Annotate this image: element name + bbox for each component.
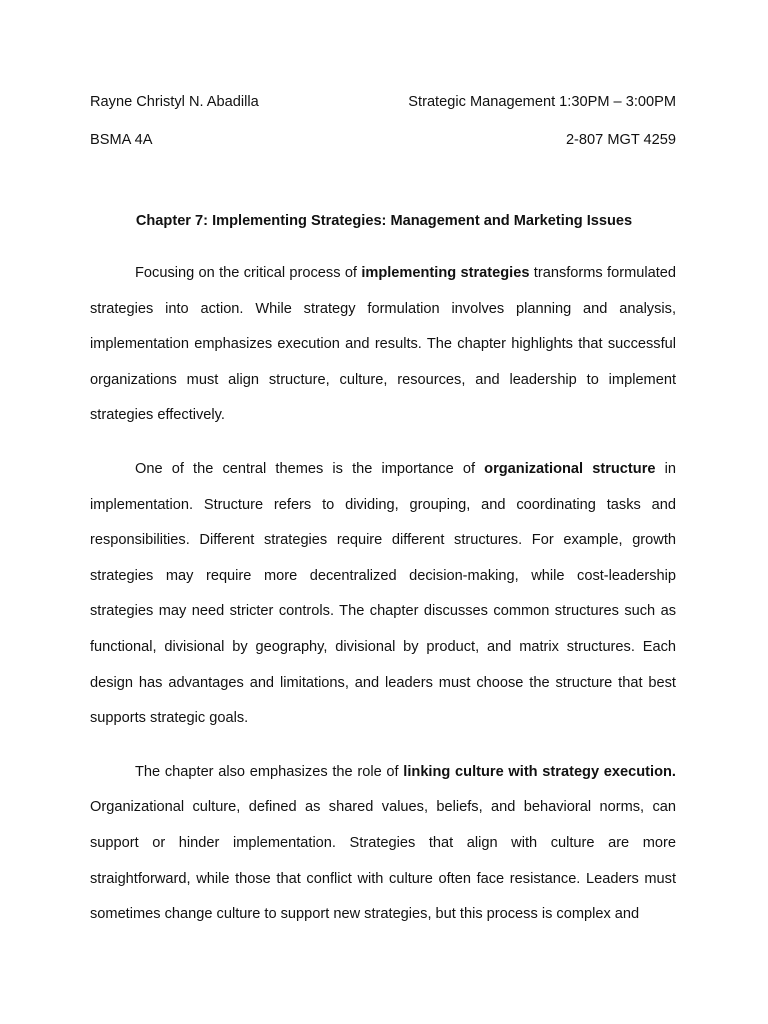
- author-name: Rayne Christyl N. Abadilla: [90, 94, 259, 110]
- key-term: linking culture with strategy execution.: [403, 763, 676, 780]
- paragraph-text: The chapter also emphasizes the role of: [135, 763, 404, 780]
- key-term: organizational structure: [484, 460, 656, 477]
- paragraph-text: Focusing on the critical process of: [135, 265, 362, 281]
- section-label: BSMA 4A: [90, 132, 153, 148]
- paragraph-text: in implementation. Structure refers to dividing, grouping, and coordinating tasks and responsibilities. Different strategies require different structures. For example, growth strategies may require more decentralized decision-making, while cost-leadership strategies may need stricter controls. The chapter discusses common structures such as functional, divisional by geography, divisional by product, and matrix structures. Each design has advantages and limitations, and leaders must choose the structure that best supports strategic goals.: [90, 460, 676, 727]
- header-row-2: [90, 131, 676, 149]
- key-term: implementing strategies: [361, 265, 530, 281]
- document-body: [90, 256, 676, 951]
- header-row-1: [90, 93, 676, 111]
- paragraph-3: [90, 755, 676, 933]
- paragraph-1: [90, 256, 676, 434]
- course-schedule: Strategic Management 1:30PM – 3:00PM: [408, 94, 676, 110]
- chapter-title: Chapter 7: Implementing Strategies: Management and Marketing Issues: [135, 213, 633, 229]
- room-code: 2-807 MGT 4259: [565, 132, 676, 148]
- paragraph-text: transforms formulated strategies into action. While strategy formulation involves planning and analysis, implementation emphasizes execution and results. The chapter highlights that successful organizations must align structure, culture, resources, and leadership to implement strategies effectively.: [90, 265, 676, 424]
- paragraph-2: [90, 452, 676, 737]
- paragraph-text: Organizational culture, defined as shared values, beliefs, and behavioral norms, can support or hinder implementation. Strategies that align with culture are more straightforward, while those that conflict with culture often face resistance. Leaders must sometimes change culture to support new strategies, but this process is complex and: [90, 799, 676, 923]
- paragraph-text: One of the central themes is the importance of: [135, 460, 485, 477]
